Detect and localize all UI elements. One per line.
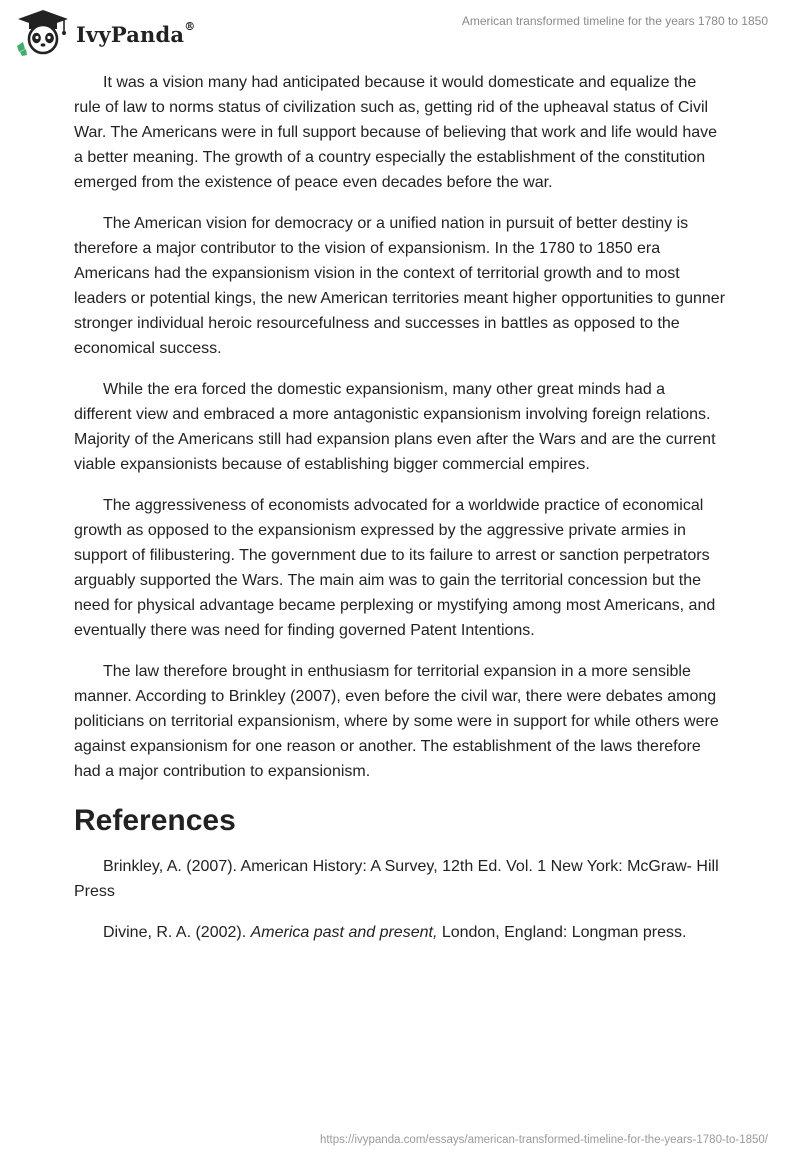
panda-graduate-icon [14, 8, 72, 56]
registered-mark: ® [184, 19, 196, 33]
paragraph-3: While the era forced the domestic expansionism, many other great minds had a different view and embraced a more antagonistic expansionism involving foreign relations. Majority of the Americans still had expansion plans even after the Wars and are the current viable expansionists because of establishing bigger commercial empires. [74, 381, 716, 473]
paragraph-5: The law therefore brought in enthusiasm for territorial expansion in a more sensible manner. According to Brinkley (2007), even before the civil war, there were debates among politicians on territorial expansionism, where by some were in support for while others were against expansionism for one reason or another. The establishment of the laws therefore had a major contribution to expansionism. [74, 663, 719, 780]
brand-name [76, 19, 196, 47]
brand-text: IvyPanda [76, 21, 185, 47]
reference-2-title: America past and present, [250, 924, 438, 941]
references-heading: References [74, 804, 236, 837]
reference-2 [74, 920, 726, 945]
document-title: American transformed timeline for the years 1780 to 1850 [461, 14, 768, 28]
source-url[interactable]: https://ivypanda.com/essays/american-transformed-timeline-for-the-years-1780-to-1850/ [319, 1134, 768, 1146]
paragraph-4: The aggressiveness of economists advocated for a worldwide practice of economical growth as opposed to the expansionism expressed by the aggressive private armies in support of filibustering. The government due to its failure to arrest or sanction perpetrators arguably supported the Wars. The main aim was to gain the territorial concession but the need for physical advantage became perplexing or mystifying among most Americans, and eventually there was need for finding governed Patent Intentions. [74, 497, 716, 639]
paragraph-2: The American vision for democracy or a unified nation in pursuit of better destiny is therefore a major contributor to the vision of expansionism. In the 1780 to 1850 era Americans had the expansionism vision in the context of territorial growth and to most leaders or potential kings, the new American territories meant higher opportunities to gunner stronger individual heroic resourcefulness and successes in battles as opposed to the economical success. [74, 215, 726, 357]
page-header [0, 0, 800, 62]
reference-2-author: Divine, R. A. (2002). [103, 924, 251, 941]
reference-1: Brinkley, A. (2007). American History: A Survey, 12th Ed. Vol. 1 New York: McGraw- Hill Press [74, 858, 719, 900]
ivypanda-logo[interactable] [14, 8, 195, 56]
reference-2-publisher: London, England: Longman press. [437, 924, 687, 941]
paragraph-1: It was a vision many had anticipated because it would domesticate and equalize the rule of law to norms status of civilization such as, getting rid of the upheaval status of Civil War. The Americans were in full support because of believing that work and life would have a better meaning. The growth of a country especially the establishment of the constitution emerged from the existence of peace even decades before the war. [74, 74, 718, 191]
essay-content [74, 70, 726, 961]
